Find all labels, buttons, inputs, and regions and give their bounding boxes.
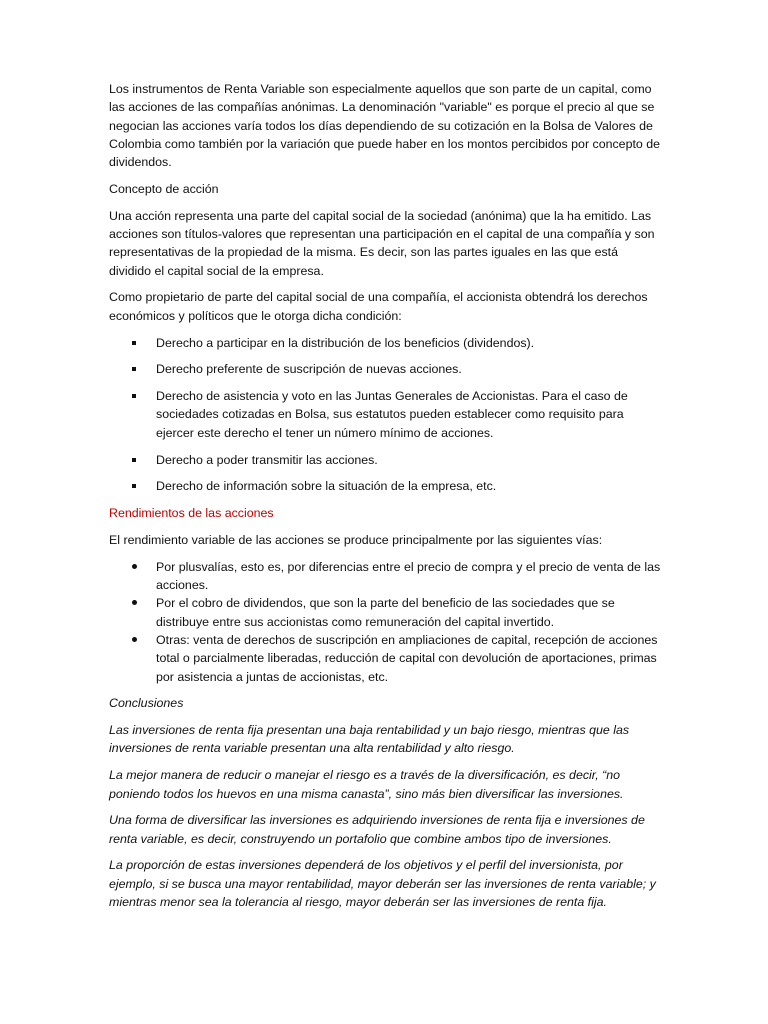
section-heading-rendimientos: Rendimientos de las acciones [109, 506, 274, 521]
conclusiones-paragraph-2: La mejor manera de reducir o manejar el riesgo es a través de la diversificación, es decir, “no poniendo todos los huevos en una misma canasta”, sino más bien diversificar las inversiones. [109, 768, 624, 801]
conclusiones-paragraph-3: Una forma de diversificar las inversiones es adquiriendo inversiones de renta fija e inversiones de renta variable, es decir, construyendo un portafolio que combine ambos tipo de inversiones. [109, 813, 645, 846]
section-heading-conclusiones: Conclusiones [109, 696, 184, 711]
list-item: Derecho a poder transmitir las acciones. [109, 451, 661, 469]
rendimientos-paragraph: El rendimiento variable de las acciones se produce principalmente por las siguientes vías: [109, 532, 603, 547]
list-item: Derecho de asistencia y voto en las Juntas Generales de Accionistas. Para el caso de sociedades cotizadas en Bolsa, sus estatutos pueden establecer como requisito para ejercer este derecho el tener un número mínimo de acciones. [109, 387, 661, 442]
list-item: Derecho de información sobre la situación de la empresa, etc. [109, 477, 661, 495]
concepto-paragraph-1: Una acción representa una parte del capital social de la sociedad (anónima) que la ha emitido. Las acciones son títulos-valores que representan una participación en el capital de una compañía y son representativas de la propiedad de la misma. Es decir, son las partes iguales en las que está dividido el capital social de la empresa. [109, 208, 655, 278]
intro-paragraph: Los instrumentos de Renta Variable son especialmente aquellos que son parte de un capital, como las acciones de las compañías anónimas. La denominación "variable" es porque el precio al que se negocian las acciones varía todos los días dependiendo de su cotización en la Bolsa de Valores de Colombia como también por la variación que puede haber en los montos percibidos por concepto de dividendos. [109, 82, 661, 170]
conclusiones-paragraph-1: Las inversiones de renta fija presentan una baja rentabilidad y un bajo riesgo, mientras que las inversiones de renta variable presentan una alta rentabilidad y alto riesgo. [109, 723, 630, 756]
list-item: Por el cobro de dividendos, que son la parte del beneficio de las sociedades que se distribuye entre sus accionistas como remuneración del capital invertido. [109, 594, 661, 631]
list-item: Derecho a participar en la distribución de los beneficios (dividendos). [109, 334, 661, 352]
conclusiones-paragraph-4: La proporción de estas inversiones dependerá de los objetivos y el perfil del inversionista, por ejemplo, si se busca una mayor rentabilidad, mayor deberán ser las inversiones de renta variable; y mientras menor sea la tolerancia al riesgo, mayor deberán ser las inversiones de renta fija. [109, 858, 656, 909]
list-item: Otras: venta de derechos de suscripción en ampliaciones de capital, recepción de acciones total o parcialmente liberadas, reducción de capital con devolución de aportaciones, primas por asistencia a juntas de accionistas, etc. [109, 631, 661, 686]
section-heading-concepto: Concepto de acción [109, 181, 219, 196]
concepto-paragraph-2: Como propietario de parte del capital social de una compañía, el accionista obtendrá los derechos económicos y políticos que le otorga dicha condición: [109, 290, 648, 323]
list-item: Por plusvalías, esto es, por diferencias entre el precio de compra y el precio de venta de las acciones. [109, 558, 661, 595]
vias-list [109, 558, 661, 686]
list-item: Derecho preferente de suscripción de nuevas acciones. [109, 360, 661, 378]
document-page [109, 80, 661, 920]
derechos-list [109, 334, 661, 496]
